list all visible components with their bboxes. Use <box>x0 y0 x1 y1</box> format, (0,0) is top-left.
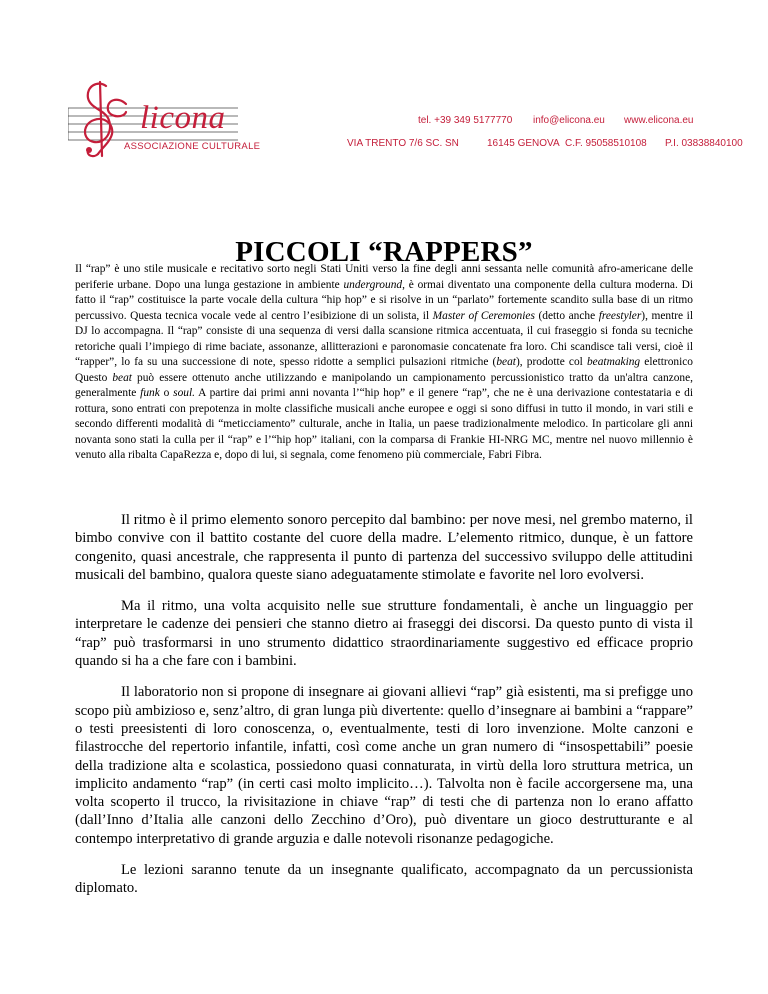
document-title: PICCOLI “RAPPERS” <box>235 236 533 269</box>
postal-city: 16145 GENOVA <box>487 138 560 149</box>
email-link[interactable]: info@elicona.eu <box>533 115 605 126</box>
street-address: VIA TRENTO 7/6 SC. SN <box>347 138 459 149</box>
phone-number: tel. +39 349 5177770 <box>418 115 513 126</box>
elicona-logo <box>68 78 338 158</box>
logo-subtitle: ASSOCIAZIONE CULTURALE <box>124 141 261 152</box>
body-paragraph-1: Il ritmo è il primo elemento sonoro percepito dal bambino: per nove mesi, nel grembo materno, il bimbo convive con il battito costante del cuore della madre. L’elemento ritmico, dunque, è un fattore congenito, quasi ancestrale, che rappresenta il punto di partenza del successivo sviluppo delle attitudini musicali del bambino, qualora queste siano adeguatamente stimolate e favorite nel loro evolversi. <box>75 512 693 583</box>
logo-wordmark: licona <box>140 100 226 136</box>
body-text <box>75 511 693 911</box>
body-paragraph-2: Ma il ritmo, una volta acquisito nelle sue strutture fondamentali, è anche un linguaggio per interpretare le cadenze dei pensieri che stanno dietro ai fraseggi dei discorsi. Da questo punto di vista il “rap” può trasformarsi in uno strumento didattico straordinariamente suggestivo ed efficace proprio quando si ha a che fare con i bambini. <box>75 598 693 670</box>
contact-info <box>347 115 743 152</box>
tax-code: C.F. 95058510108 <box>565 138 647 149</box>
body-paragraph-4: Le lezioni saranno tenute da un insegnante qualificato, accompagnato da un percussionista diplomato. <box>75 862 693 897</box>
vat-number: P.I. 03838840100 <box>665 138 743 149</box>
website-link[interactable]: www.elicona.eu <box>624 115 694 126</box>
body-paragraph-3: Il laboratorio non si propone di insegnare ai giovani allievi “rap” già esistenti, ma si prefigge uno scopo più ambizioso e, senz’altro, di gran lunga più divertente: quello d’insegnare ai bambini a “rappare” o testi preesistenti di loro conoscenza, o, eventualmente, testi di loro invenzione. Molte canzoni e filastrocche del repertorio infantile, infatti, così come anche un gran numero di “insospettabili” poesie della tradizione alta e scolastica, possiedono quasi connaturata, in virtù della loro struttura metrica, un implicito andamento “rap” (in certi casi molto implicito…). Talvolta non è facile accorgersene ma, una volta scoperto il trucco, la rivisitazione in chiave “rap” di testi che di partenza non lo erano affatto (dall’Inno d’Italia alle canzoni dello Zecchino d’Oro), può diventare un gioco destrutturante e al contempo interpretativo di grande arguzia e dalle notevoli risonanze pedagogiche. <box>75 684 693 847</box>
intro-paragraph: Il “rap” è uno stile musicale e recitativo sorto negli Stati Uniti verso la fine degli anni sessanta nelle comunità afro-americane delle periferie urbane. Dopo una lunga gestazione in ambiente underground, è ormai diventato una componente della cultura moderna. Di fatto il “rap” costituisce la parte vocale della cultura “hip hop” e si risolve in un “parlato” fortemente scandito sulla base di un ritmo percussivo. Questa tecnica vocale vede al centro l’esibizione di un solista, il Master of Ceremonies (detto anche freestyler), mentre il DJ lo accompagna. Il “rap” consiste di una sequenza di versi dalla scansione ritmica accentuata, il cui fraseggio si fonda su tecniche retoriche quali l’impiego di rime baciate, assonanze, allitterazioni e paronomasie concatenate fra loro. Chi scandisce tali versi, cioè il “rapper”, lo fa su una successione di note, spesso ridotte a semplici pulsazioni ritmiche (beat), prodotte col beatmaking elettronico Questo beat può essere ottenuto anche utilizzando e manipolando un campionamento percussionistico tratto da un'altra canzone, generalmente funk o soul. A partire dai primi anni novanta l’“hip hop” e il genere “rap”, che ne è una derivazione contestataria e di rottura, sono entrati con prepotenza in molte classifiche musicali anche europee e oggi si sono diffusi in tutto il mondo, in vari stili e secondo differenti modalità di “meticciamento” culturale, anche in Italia, un paese tradizionalmente melodico. In particolare gli anni novanta sono stati la culla per il “rap” e l’“hip hop” italiani, con la comparsa di Frankie HI-NRG MC, mentre nel nuovo millennio è venuto alla ribalta CapaRezza e, dopo di lui, si segnala, come fenomeno più commerciale, Fabri Fibra. <box>75 263 694 461</box>
